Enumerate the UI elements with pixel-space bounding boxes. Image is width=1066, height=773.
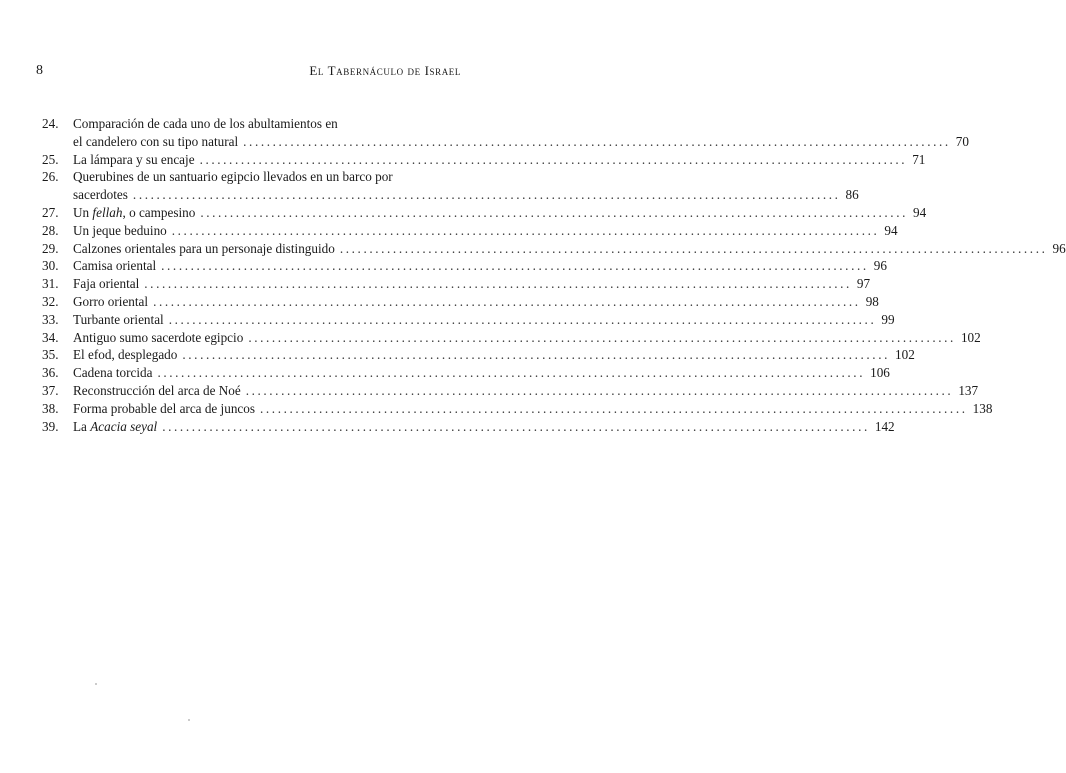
dot-leader: ........................................................................................................................ <box>339 240 1048 256</box>
paper-speck <box>188 719 190 721</box>
entry-title-italic: fellah <box>92 204 123 220</box>
list-item <box>42 240 1066 258</box>
dot-leader: ........................................................................................................................ <box>132 187 841 203</box>
page-number: 8 <box>36 63 43 78</box>
entry-title: El efod, desplegado <box>73 347 178 363</box>
entry-title: Un fellah, o campesino <box>73 204 196 220</box>
list-item <box>42 204 927 222</box>
entry-title: Faja oriental <box>73 276 140 292</box>
list-item <box>42 418 895 436</box>
entry-title: La Acacia seyal <box>73 418 158 434</box>
dot-leader: ........................................................................................................................ <box>248 329 956 345</box>
dot-leader: ........................................................................................................................ <box>245 382 954 398</box>
entry-page: 99 <box>881 311 895 327</box>
dot-leader: ........................................................................................................................ <box>260 400 968 416</box>
entry-page: 86 <box>845 187 859 203</box>
entry-title: Forma probable del arca de juncos <box>73 400 255 416</box>
entry-title-continued: sacerdotes <box>73 187 128 203</box>
dot-leader: ........................................................................................................................ <box>157 365 866 381</box>
entry-title: Querubines de un santuario egipcio llevados en un barco por <box>73 169 393 185</box>
entry-number: 31. <box>42 276 59 292</box>
entry-number: 27. <box>42 204 59 220</box>
dot-leader: ........................................................................................................................ <box>243 133 951 149</box>
list-item <box>42 329 981 347</box>
entry-title: Un jeque beduino <box>73 222 167 238</box>
entry-number: 35. <box>42 347 59 363</box>
entry-title: Reconstrucción del arca de Noé <box>73 382 241 398</box>
entry-page: 142 <box>874 418 895 434</box>
entry-page: 138 <box>972 400 993 416</box>
entry-page: 98 <box>865 293 879 309</box>
paper-speck <box>95 683 97 685</box>
list-item <box>42 115 969 151</box>
entry-page: 97 <box>856 276 871 292</box>
entry-page: 137 <box>958 382 979 398</box>
entry-number: 24. <box>42 116 59 131</box>
entry-number: 36. <box>42 365 59 381</box>
entry-page: 96 <box>873 258 887 274</box>
entry-number: 29. <box>42 240 59 256</box>
entry-title: Calzones orientales para un personaje distinguido <box>73 240 335 256</box>
dot-leader: ........................................................................................................................ <box>161 258 869 274</box>
dot-leader: ........................................................................................................................ <box>199 151 908 167</box>
entry-number: 30. <box>42 258 59 274</box>
entry-page: 94 <box>884 222 898 238</box>
dot-leader: ........................................................................................................................ <box>200 204 908 220</box>
list-item <box>42 364 890 382</box>
list-item <box>42 293 879 311</box>
entry-title-italic: Acacia seyal <box>90 418 158 434</box>
list-item <box>42 257 887 275</box>
entry-title: Turbante oriental <box>73 311 164 327</box>
list-item <box>42 151 926 169</box>
dot-leader: ........................................................................................................................ <box>162 418 870 434</box>
entry-number: 32. <box>42 293 59 309</box>
dot-leader: ........................................................................................................................ <box>144 276 852 292</box>
entry-number: 28. <box>42 222 59 238</box>
entry-number: 33. <box>42 311 59 327</box>
entry-page: 71 <box>912 151 926 167</box>
entry-page: 96 <box>1052 240 1066 256</box>
illustrations-list <box>42 115 1066 435</box>
list-item <box>42 311 895 329</box>
list-item <box>42 400 993 418</box>
list-item <box>42 275 871 293</box>
list-item <box>42 222 898 240</box>
entry-title: Gorro oriental <box>73 293 149 309</box>
entry-title: Comparación de cada uno de los abultamientos en <box>73 116 338 131</box>
entry-page: 106 <box>870 365 890 381</box>
entry-page: 70 <box>955 133 969 149</box>
entry-page: 102 <box>895 347 915 363</box>
dot-leader: ........................................................................................................................ <box>171 222 880 238</box>
entry-number: 37. <box>42 382 59 398</box>
entry-title: La lámpara y su encaje <box>73 151 195 167</box>
entry-title: Antiguo sumo sacerdote egipcio <box>73 329 244 345</box>
entry-page: 102 <box>960 329 981 345</box>
dot-leader: ........................................................................................................................ <box>153 293 861 309</box>
list-item <box>42 346 915 364</box>
entry-number: 38. <box>42 400 59 416</box>
dot-leader: ........................................................................................................................ <box>168 311 877 327</box>
entry-title-continued: el candelero con su tipo natural <box>73 133 239 149</box>
entry-title: Cadena torcida <box>73 365 153 381</box>
entry-number: 34. <box>42 329 59 345</box>
list-item <box>42 382 979 400</box>
entry-number: 39. <box>42 418 59 434</box>
entry-page: 94 <box>912 204 927 220</box>
entry-number: 25. <box>42 151 59 167</box>
list-item <box>42 168 859 204</box>
entry-number: 26. <box>42 169 59 185</box>
dot-leader: ........................................................................................................................ <box>182 347 890 363</box>
running-title: El Tabernáculo de Israel <box>309 63 461 78</box>
entry-title: Camisa oriental <box>73 258 157 274</box>
